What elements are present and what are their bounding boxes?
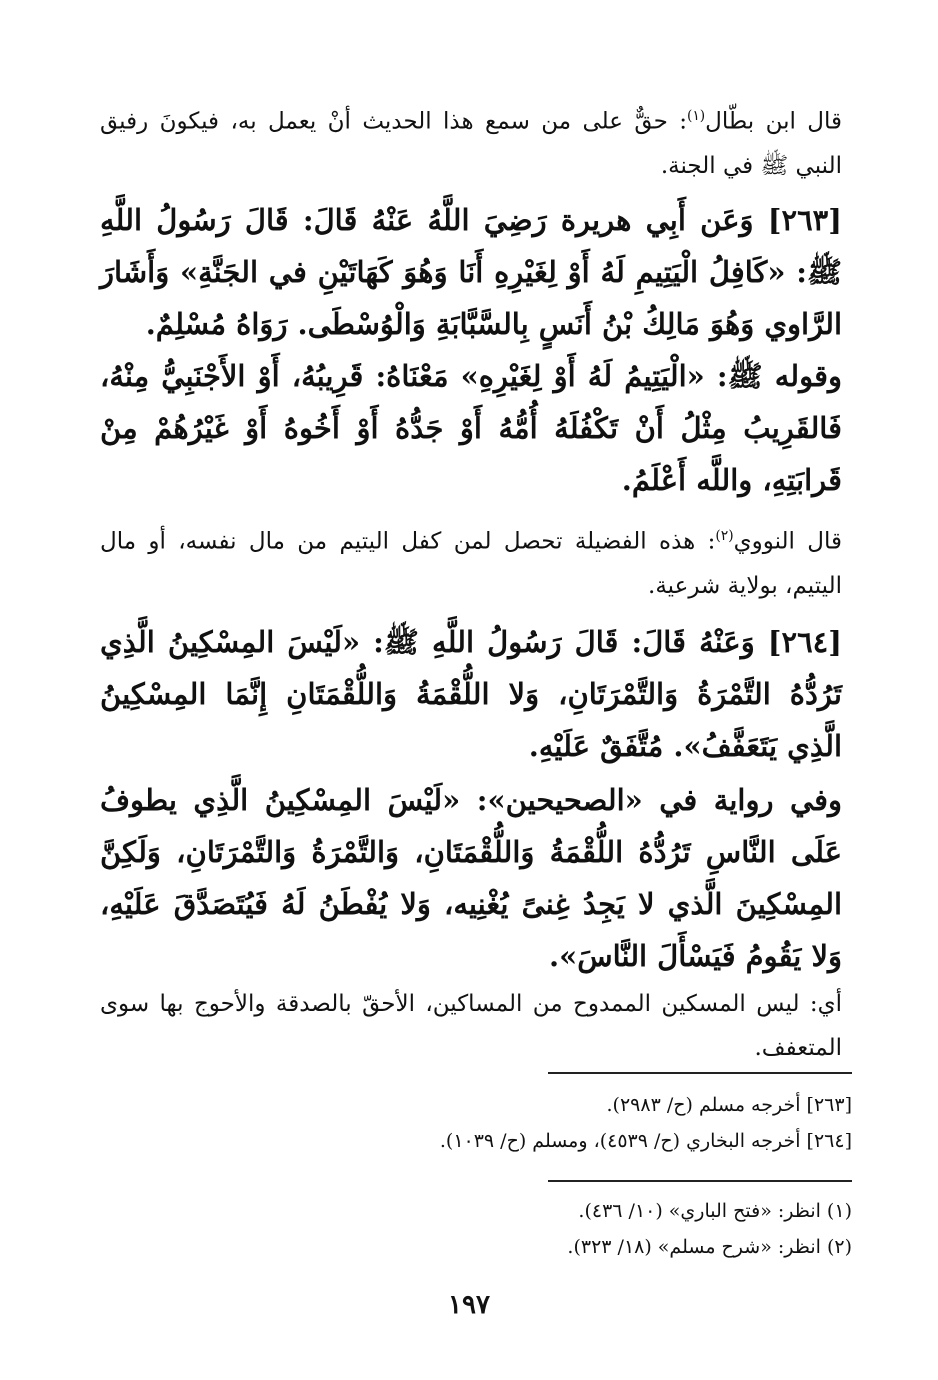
takhrij-note-264: [٢٦٤] أخرجه البخاري (ح/ ٤٥٣٩)، ومسلم (ح/ ١٠٣٩). [439, 1130, 852, 1152]
explanation-paragraph: وقوله ﷺ: «الْيَتِيمُ لَهُ أَوْ لِغَيْرِهِ» مَعْنَاهُ: قَرِيبُهُ، أَوْ الأَجْنَبِيُّ مِنْهُ، فَالقَرِيبُ مِثْلُ أَنْ تَكْفُلَهُ أُمُّهُ أَوْ جَدُّهُ أَوْ أَخُوهُ أَوْ غَيْرُهُمْ مِنْ قَرابَتِهِ، واللَّه أَعْلَمُ. [100, 359, 842, 497]
hadith-263: [٢٦٣] وَعَن أَبِي هريرة رَضِيَ اللَّهُ عَنْهُ قَالَ: قَالَ رَسُولُ اللَّهِ ﷺ: «كَافِلُ الْيَتِيمِ لَهُ أَوْ لِغَيْرِهِ أَنَا وَهُوَ كَهَاتَيْنِ في الجَنَّةِ» وَأَشَارَ الرَّاوي وَهُوَ مَالِكُ بْنُ أَنَسٍ بِالسَّبَّابَةِ وَالْوُسْطَى. رَوَاهُ مُسْلِمٌ. [100, 203, 842, 341]
takhrij-note-263: [٢٦٣] أخرجه مسلم (ح/ ٢٩٨٣). [606, 1094, 852, 1116]
commentary-nawawi: قال النووي$^{(٢)}$: هذه الفضيلة تحصل لمن كفل اليتيم من مال نفسه، أو مال اليتيم، بولاية شرعية. [100, 528, 843, 599]
footnote-marker: (٢) [715, 528, 734, 544]
commentary-ibn-battal: قال ابن بطّال$^{(١)}$: حقٌّ على من سمع هذا الحديث أنْ يعمل به، فيكونَ رفيق النبي ﷺ في الجنة. [100, 108, 842, 179]
footnote-1: (١) انظر: «فتح الباري» (١٠/ ٤٣٦). [578, 1200, 852, 1222]
footnote-2: (٢) انظر: «شرح مسلم» (١٨/ ٣٢٣). [567, 1236, 852, 1258]
hadith-264: [٢٦٤] وَعَنْهُ قَالَ: قَالَ رَسُولُ اللَّهِ ﷺ: «لَيْسَ المِسْكِينُ الَّذِي تَرُدُّهُ التَّمْرَةُ وَالتَّمْرَتَانِ، وَلا اللُّقْمَةُ وَاللُّقْمَتَانِ إِنَّمَا المِسْكِينُ الَّذِي يَتَعَفَّفُ». مُتَّفَقٌ عَلَيْهِ. [100, 625, 842, 763]
separator-line [548, 1072, 852, 1074]
page-number: ١٩٧ [448, 1290, 490, 1320]
separator-line [548, 1180, 852, 1182]
footnote-marker: (١) [686, 108, 706, 124]
sahihayn-narration: وفي رواية في «الصحيحين»: «لَيْسَ المِسْكِينُ الَّذِي يطوفُ عَلَى النَّاسِ تَرُدُّهُ اللُّقْمَةُ وَاللُّقْمَتَانِ، وَالتَّمْرَةُ وَالتَّمْرَتَانِ، وَلَكِنَّ المِسْكِينَ الَّذي لا يَجِدُ غِنىً يُغْنِيه، وَلا يُفْطَنُ لَهُ فَيُتَصَدَّقَ عَلَيْهِ، وَلا يَقُومُ فَيَسْأَلَ النَّاسَ». [100, 783, 842, 973]
commentary-explanation: أي: ليس المسكين الممدوح من المساكين، الأحقّ بالصدقة والأحوج بها سوى المتعفف. [100, 991, 842, 1061]
